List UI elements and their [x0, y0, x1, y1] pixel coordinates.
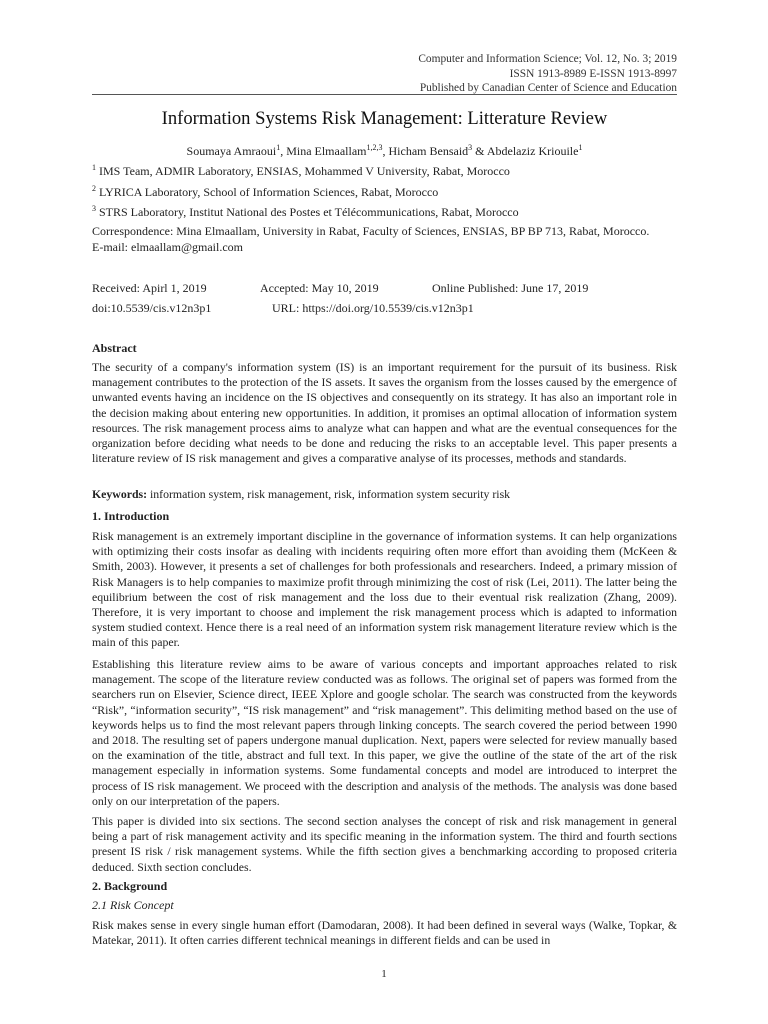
author-affiliation-mark: 1,2,3 — [366, 143, 383, 152]
abstract-heading: Abstract — [92, 341, 137, 355]
publisher-info: Published by Canadian Center of Science and Education — [419, 82, 677, 95]
received-date: Received: Apirl 1, 2019 — [92, 281, 207, 295]
introduction-heading: 1. Introduction — [92, 509, 170, 523]
page-number: 1 — [381, 968, 387, 980]
affiliation — [92, 163, 677, 179]
author-list — [92, 143, 677, 159]
abstract-text: The security of a company's information system (IS) is an important requirement for the pursuit of its business. Risk management contributes to the protection of the IS assets. It saves the organism from the losses caused by the emergence of unwanted events having an incidence on the IS objectives and consequently on its strategy. It has also an important role in the decision making about entering new opportunities. In addition, it promises an optimal allocation of information system resources. The risk management process aims to analyze what can happen and what are the eventual consequences for the organization before deciding what needs to be done and reducing the risks to an acceptable level. This paper presents a literature review of IS risk management and gives a comparative analyse of its processes, methods and standards. — [92, 360, 677, 466]
affiliation-text: STRS Laboratory, Institut National des Postes et Télécommunications, Rabat, Morocco — [99, 205, 519, 219]
author-separator: & — [472, 144, 487, 158]
doi-url-link[interactable]: URL: https://doi.org/10.5539/cis.v12n3p1 — [272, 301, 474, 315]
issn-info: ISSN 1913-8989 E-ISSN 1913-8997 — [509, 67, 677, 80]
published-date: Online Published: June 17, 2019 — [432, 281, 589, 295]
affiliation-mark: 3 — [92, 204, 96, 213]
background-heading: 2. Background — [92, 879, 168, 893]
paper-title: Information Systems Risk Management: Litterature Review — [161, 108, 608, 129]
affiliation — [92, 184, 677, 200]
author-name: Abdelaziz Kriouile — [486, 144, 579, 158]
journal-header — [418, 52, 677, 96]
keywords-text: information system, risk management, risk, information system security risk — [147, 487, 511, 501]
keywords-line — [92, 487, 677, 502]
author-name: Mina Elmaallam — [286, 144, 367, 158]
accepted-date: Accepted: May 10, 2019 — [260, 281, 379, 295]
risk-concept-subheading: 2.1 Risk Concept — [92, 898, 174, 912]
risk-concept-paragraph: Risk makes sense in every single human effort (Damodaran, 2008). It had been defined in several ways (Walke, Topkar, & Matekar, 2011). It often carries different technical meanings in different fields and can be used in — [92, 918, 677, 948]
affiliation-mark: 1 — [92, 163, 96, 172]
affiliation-mark: 2 — [92, 184, 96, 193]
author-separator: , — [280, 144, 287, 158]
author-affiliation-mark: 1 — [578, 143, 583, 152]
introduction-paragraph: Establishing this literature review aims to be aware of various concepts and important approaches related to risk management. The scope of the literature review conducted was as follows. The original set of papers was formed from the searchers run on Elsevier, Science direct, IEEE Xplore and google scholar. The search was constructed from the keywords “Risk”, “information security”, “IS risk management” and “risk management”. This delimiting method based on the use of keywords helps us to find the most relevant papers through linking concepts. The search covered the period between 1990 and 2018. The resulting set of papers undergone manual duplication. Next, papers were selected for review manually based on the examination of the title, abstract and full text. In this paper, we give the outline of the state of the art of the risk management especially in information systems. Some fundamental concepts and model are introduced to interpret the process of IS risk management. We proceed with the description and analysis of the methods. The analysis was done based only on our interpretation of the papers. — [92, 657, 677, 808]
header-divider — [92, 94, 677, 95]
author-affiliation-mark: 3 — [468, 143, 473, 152]
affiliation — [92, 204, 677, 220]
affiliation-text: IMS Team, ADMIR Laboratory, ENSIAS, Mohammed V University, Rabat, Morocco — [99, 164, 510, 178]
correspondence-block — [92, 223, 677, 255]
author-affiliation-mark: 1 — [276, 143, 281, 152]
author-name: Soumaya Amraoui — [186, 144, 277, 158]
introduction-paragraph: This paper is divided into six sections. The second section analyses the concept of risk and risk management in general being a part of risk management activity and its specific meaning in the information system. The third and fourth sections present IS risk / risk management systems. While the fifth section gives a benchmarking according to proposed criteria deduced. Sixth section concludes. — [92, 814, 677, 874]
correspondence-email[interactable]: E-mail: elmaallam@gmail.com — [92, 240, 244, 254]
author-name: Hicham Bensaid — [388, 144, 469, 158]
journal-info: Computer and Information Science; Vol. 12, No. 3; 2019 — [418, 53, 677, 65]
author-separator: , — [382, 144, 389, 158]
introduction-paragraph: Risk management is an extremely important discipline in the governance of information systems. It can help organizations with optimizing their costs insofar as dealing with incidents requiring often more effort than avoiding them (McKeen & Smith, 2003). However, it presents a set of challenges for both professionals and researchers. Indeed, a primary mission of Risk Managers is to help companies to maximize profit through minimizing the cost of risk (Lei, 2011). The latter being the equilibrium between the cost of risk management and the loss due to their eventual risk realization (Zhang, 2009). Therefore, it is very important to choose and implement the risk management process which is adapted to information system studied context. Hence there is a real need of an information system risk management literature review which is the main of this paper. — [92, 529, 677, 650]
doi-text: doi:10.5539/cis.v12n3p1 — [92, 301, 212, 315]
affiliation-text: LYRICA Laboratory, School of Information Sciences, Rabat, Morocco — [99, 185, 439, 199]
correspondence-text: Correspondence: Mina Elmaallam, University in Rabat, Faculty of Sciences, ENSIAS, BP BP 713, Rabat, Morocco. — [92, 224, 650, 238]
keywords-label: Keywords: — [92, 487, 148, 501]
